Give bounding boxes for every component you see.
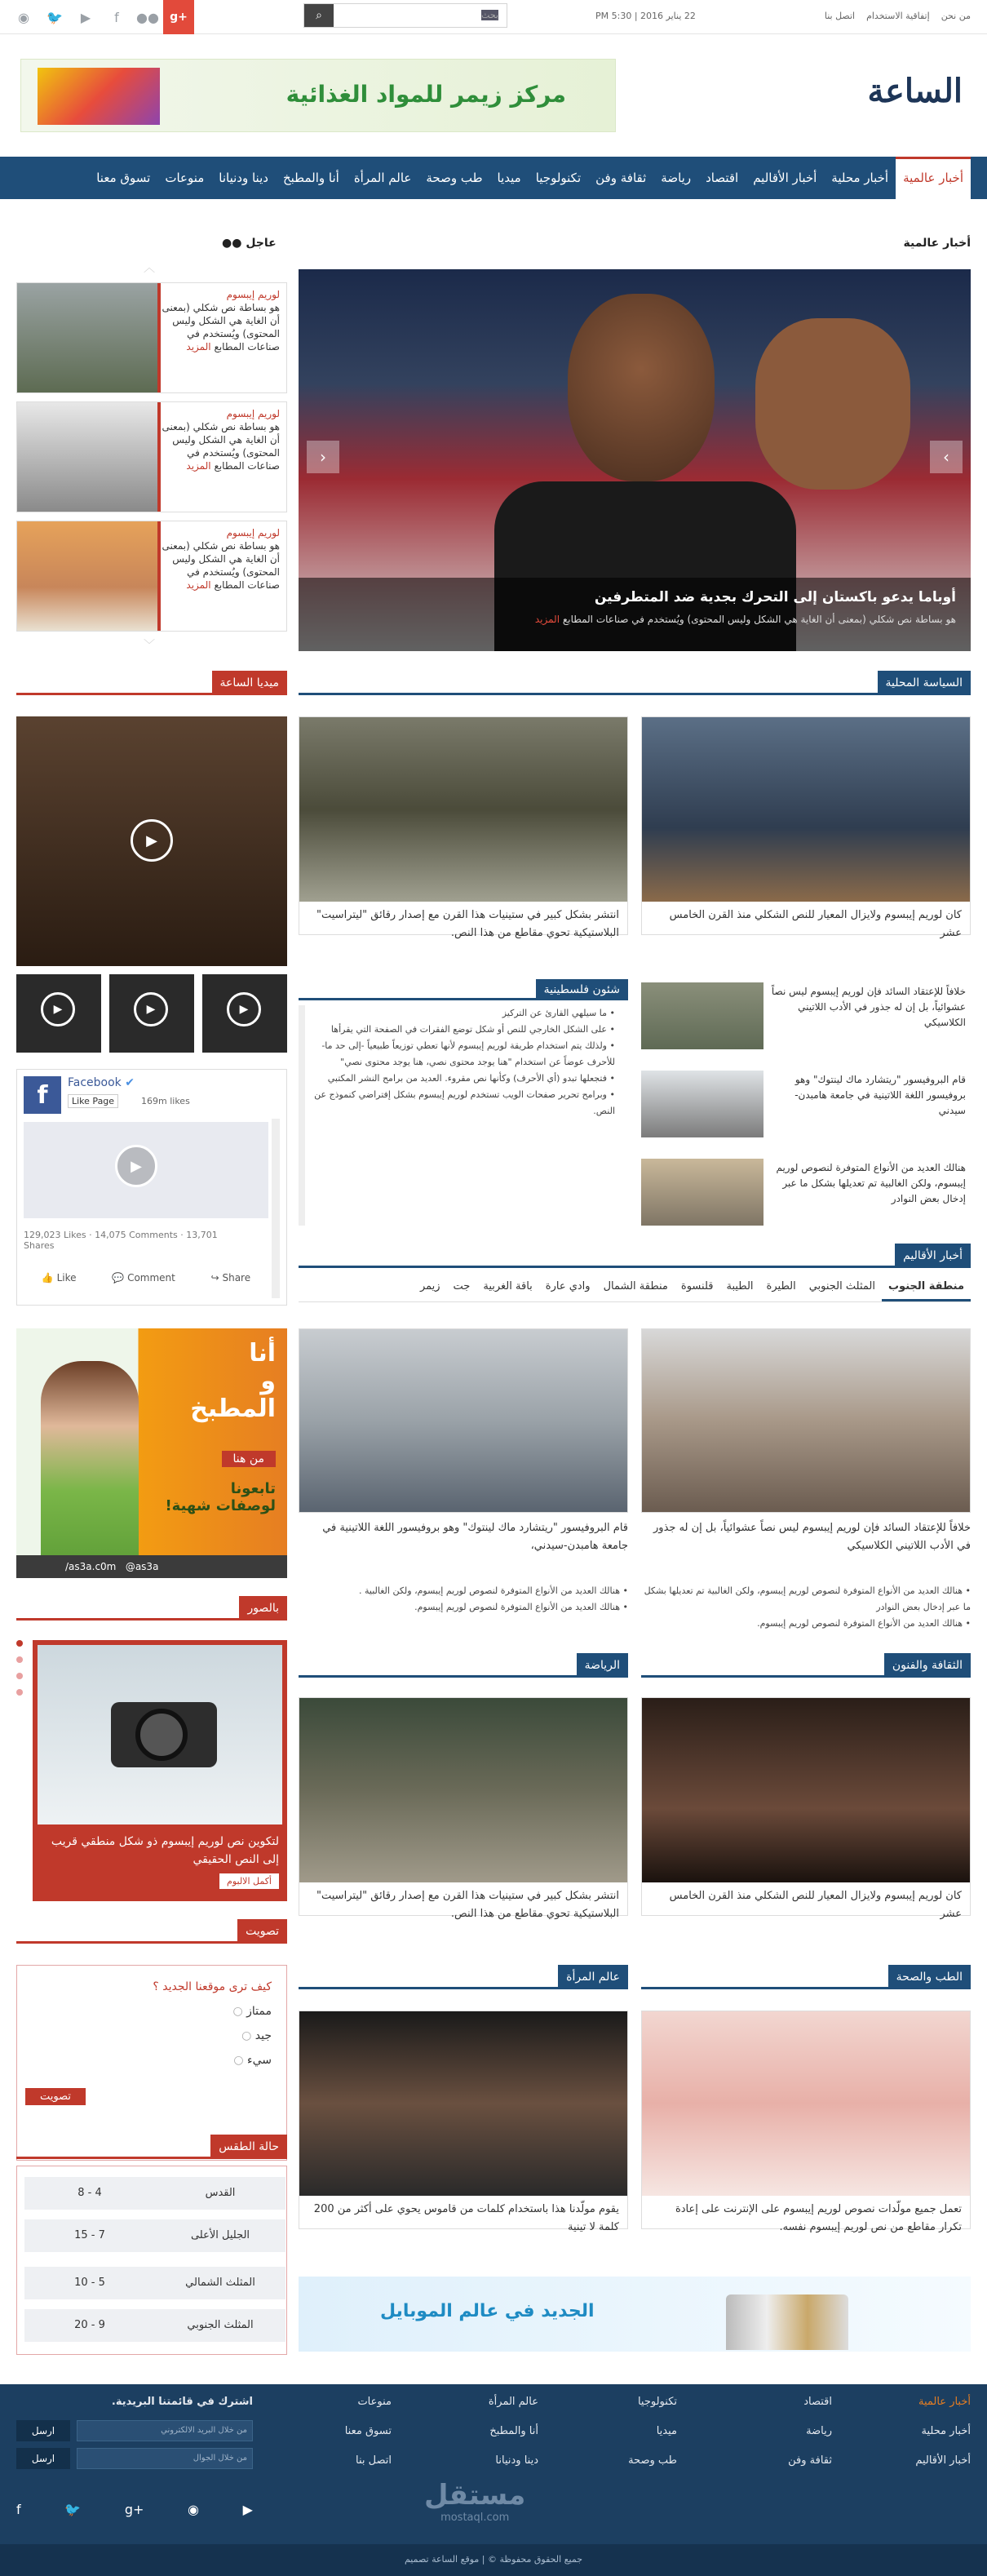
- poll-submit-button[interactable]: تصويت: [25, 2088, 86, 2105]
- newsletter-email-input[interactable]: من خلال البريد الالكتروني: [77, 2420, 253, 2441]
- kitchen-social: [16, 1555, 287, 1578]
- nav-tech[interactable]: تكنولوجيا: [535, 171, 582, 185]
- footer-link[interactable]: تكنولوجيا: [637, 2396, 677, 2408]
- gallery-dot[interactable]: [16, 1640, 23, 1647]
- footer-link[interactable]: أخبار عالمية: [918, 2396, 971, 2408]
- hero-summary: هو بساطة نص شكلي (بمعنى أن الغاية هي الشكل وليس المحتوى) ويُستخدم في صناعات المطابع المزيد: [534, 614, 956, 625]
- weather-temp: 4 - 8: [24, 2177, 155, 2210]
- rss-icon[interactable]: ◉: [188, 2502, 200, 2517]
- footer-link[interactable]: اقتصاد: [803, 2396, 832, 2408]
- politics-card[interactable]: [641, 716, 971, 939]
- gallery-more-button[interactable]: أكمل الالبوم: [219, 1873, 279, 1889]
- chevron-up-icon[interactable]: ︿: [144, 262, 155, 275]
- nav-sports[interactable]: رياضة: [661, 171, 692, 185]
- politics-small-text: خلافاً للإعتقاد السائد فإن لوريم إيبسوم ليس نصاً عشوائياً، بل إن له جذور في الأدب اللاتيني الكلاسيكي: [771, 986, 966, 1028]
- tab-south-triangle[interactable]: المثلث الجنوبي: [808, 1280, 875, 1292]
- date-time: 22 يناير 2016 | 5:30 PM: [595, 11, 696, 21]
- weather-temp: 5 - 10: [24, 2267, 155, 2299]
- regions-card[interactable]: [299, 1328, 628, 1513]
- politics-small-image: [641, 982, 763, 1049]
- poll-option[interactable]: ممتاز ○: [17, 2005, 272, 2018]
- hero-caption: [299, 578, 971, 651]
- search-icon: ⌕: [316, 9, 322, 22]
- regions-bullets: [641, 1583, 971, 1632]
- culture-caption: كان لوريم إيبسوم ولايزال المعيار للنص الشكلي منذ القرن الخامس عشر: [669, 1890, 962, 1920]
- facebook-icon[interactable]: f: [114, 9, 119, 25]
- palestine-header: شئون فلسطينية: [299, 979, 628, 1000]
- google-plus-icon[interactable]: g+: [163, 0, 194, 34]
- gallery-dot[interactable]: [16, 1689, 23, 1696]
- health-caption: تعمل جميع مولّدات نصوص لوريم إيبسوم على الإنترنت على إعادة تكرار مقاطع من نص لوريم إيبسوم نفسه.: [675, 2203, 962, 2233]
- facebook-widget: [16, 1069, 287, 1306]
- tab-wadi-ara[interactable]: وادي عارة: [545, 1280, 591, 1292]
- weather-city: المثلث الشمالي: [155, 2267, 285, 2299]
- youtube-icon[interactable]: ▶: [80, 9, 91, 25]
- fb-like-page-button[interactable]: Like Page: [68, 1094, 118, 1108]
- fb-actions: [24, 1272, 268, 1284]
- twitter-icon[interactable]: 🐦: [46, 9, 63, 25]
- video-thumb[interactable]: [16, 974, 101, 1053]
- fb-stats: 129,023 Likes · 14,075 Comments · 13,701 Shares: [24, 1230, 218, 1251]
- palestine-item[interactable]: • على الشكل الخارجي للنص أو شكل توضع الفقرات في الصفحة التي يقرأها: [305, 1022, 615, 1038]
- google-plus-icon[interactable]: g+: [124, 2502, 144, 2517]
- palestine-item[interactable]: • وبرامح تحرير صفحات الويب تستخدم لوريم إيبسوم بشكل إفتراضي كنموذج عن النص.: [305, 1087, 615, 1120]
- newsletter-mobile-send[interactable]: ارسل: [16, 2448, 70, 2469]
- social-links: [8, 0, 194, 34]
- fb-page-name[interactable]: Facebook ✔: [68, 1076, 135, 1089]
- tab-taybeh[interactable]: الطيبة: [726, 1280, 754, 1292]
- flickr-icon[interactable]: ●●: [136, 9, 159, 25]
- nav-media[interactable]: ميديا: [497, 171, 521, 185]
- weather-header: حالة الطقس: [16, 2135, 287, 2159]
- palestine-item[interactable]: • فتجعلها تبدو (أي الأحرف) وكأنها نص مقروء. العديد من برامح النشر المكتبي: [305, 1071, 615, 1087]
- poll-box: [16, 1965, 287, 2161]
- nav-kitchen[interactable]: أنا والمطبخ: [282, 171, 339, 185]
- nav-world[interactable]: أخبار عالمية: [896, 157, 971, 199]
- breaking-text: لوريم إيبسوم هو بساطة نص شكلي (بمعنى أن الغاية هي الشكل وليس المحتوى) ويُستخدم في صناعات المطابع المزيد: [162, 289, 280, 352]
- poll-option[interactable]: سيء ○: [17, 2054, 272, 2067]
- nav-misc[interactable]: منوعات: [165, 171, 205, 185]
- regions-bullet[interactable]: • هنالك العديد من الأنواع المتوفرة لنصوص لوريم إيبسوم، ولكن الغالبية تم تعديلها بشكل ما عبر إدخال بعض النوادر: [641, 1583, 971, 1616]
- breaking-image: [17, 283, 157, 392]
- tab-jatt[interactable]: جت: [453, 1280, 471, 1292]
- regions-caption[interactable]: خلافاً للإعتقاد السائد فإن لوريم إيبسوم ليس نصاً عشوائياً، بل إن له جذور في الأدب اللاتيني الكلاسيكي: [653, 1522, 971, 1552]
- gallery-dots: [16, 1640, 23, 1705]
- women-header: عالم المرأة: [299, 1965, 628, 1989]
- footer: [0, 2384, 987, 2576]
- footer-link[interactable]: دينا ودنيانا: [495, 2454, 538, 2467]
- slider-next-arrow[interactable]: [930, 441, 963, 473]
- fb-scrollbar[interactable]: [272, 1119, 280, 1298]
- politics-image: [299, 717, 627, 902]
- politics-card[interactable]: [299, 716, 628, 939]
- footer-social: [16, 2502, 253, 2517]
- chevron-down-icon[interactable]: ﹀: [144, 639, 155, 652]
- breaking-text: لوريم إيبسوم هو بساطة نص شكلي (بمعنى أن الغاية هي الشكل وليس المحتوى) ويُستخدم في صناعات المطابع المزيد: [162, 408, 280, 472]
- weather-temp: 7 - 15: [24, 2219, 155, 2252]
- hero-more-link[interactable]: المزيد: [534, 614, 560, 625]
- regions-bullet[interactable]: • هنالك العديد من الأنواع المتوفرة لنصوص لوريم إيبسوم.: [641, 1616, 971, 1632]
- poll-question: كيف ترى موقعنا الجديد ؟: [153, 1980, 272, 1993]
- politics-header: السياسة المحلية: [299, 671, 971, 695]
- fb-post-image[interactable]: [24, 1122, 268, 1218]
- breaking-more[interactable]: المزيد: [186, 460, 211, 472]
- fb-likes-count: 169m likes: [141, 1096, 190, 1106]
- regions-tabs: [299, 1275, 971, 1302]
- culture-image: [642, 1698, 970, 1882]
- women-caption: يقوم مولّدنا هذا باستخدام كلمات من قاموس يحوي على أكثر من 200 كلمة لا تينية: [313, 2203, 619, 2233]
- politics-small-image: [641, 1071, 763, 1137]
- mobile-ad-text: الجديد في عالم الموبايل: [380, 2301, 595, 2321]
- gallery-dot[interactable]: [16, 1673, 23, 1679]
- facebook-logo-icon: f: [24, 1076, 61, 1114]
- weather-city: الجليل الأعلى: [155, 2219, 285, 2252]
- camera-lens: [135, 1709, 188, 1761]
- sports-image: [299, 1698, 627, 1882]
- sports-header: الرياضة: [299, 1653, 628, 1678]
- weather-city: القدس: [155, 2177, 285, 2210]
- chevron-right-icon: ›: [943, 447, 949, 467]
- palestine-item[interactable]: • ولذلك يتم استخدام طريقة لوريم إيبسوم لأنها تعطي توزيعاً طبيعياً -إلى حد ما- للأحرف عوضاً عن استخدام "هنا يوجد محتوى نصي، هنا يوجد محتوى نصي": [305, 1038, 615, 1071]
- tab-south[interactable]: منطقة الجنوب: [882, 1275, 971, 1301]
- breaking-image: [17, 521, 157, 631]
- footer-link[interactable]: عالم المرأة: [488, 2396, 538, 2408]
- top-link-about[interactable]: من نحن: [941, 11, 971, 21]
- mostaql-watermark: مستقل mostaql.com: [424, 2479, 526, 2524]
- nav-shopping[interactable]: تسوق معنا: [96, 171, 151, 185]
- shopping-bags-image: [38, 68, 160, 125]
- phones-image: [726, 2294, 848, 2350]
- footer-link[interactable]: تسوق معنا: [344, 2425, 392, 2437]
- world-section-title: أخبار عالمية: [903, 237, 971, 250]
- newsletter-mobile-input[interactable]: من خلال الجوال: [77, 2448, 253, 2469]
- breaking-item[interactable]: [16, 521, 287, 632]
- hero-hand-image: [755, 318, 910, 490]
- gallery-header: بالصور: [16, 1596, 287, 1621]
- play-icon[interactable]: ▶: [131, 819, 173, 862]
- women-card[interactable]: [299, 2011, 628, 2233]
- share-icon: ↪: [210, 1272, 223, 1284]
- regions-card[interactable]: [641, 1328, 971, 1513]
- site-logo[interactable]: الساعة: [867, 72, 963, 110]
- poll-header: تصويت: [16, 1919, 287, 1944]
- top-links: [825, 11, 971, 21]
- nav-culture[interactable]: ثقافة وفن: [595, 171, 647, 185]
- culture-header: الثقافة والفنون: [641, 1653, 971, 1678]
- top-link-terms[interactable]: إتفاقية الاستخدام: [866, 11, 930, 21]
- politics-caption: انتشر بشكل كبير في ستينيات هذا القرن مع إصدار رقائق "ليتراسيت" البلاستيكية تحوي مقاطع من هذا النص.: [316, 909, 619, 939]
- breaking-image: [17, 402, 157, 512]
- facebook-icon[interactable]: f: [16, 2502, 21, 2517]
- weather-city: المثلث الجنوبي: [155, 2309, 285, 2342]
- mobile-ad-banner[interactable]: [299, 2277, 971, 2352]
- palestine-list: [305, 1005, 615, 1226]
- tab-tira[interactable]: الطيرة: [766, 1280, 796, 1292]
- footer-link[interactable]: ثقافة وفن: [788, 2454, 832, 2467]
- nav-economy[interactable]: اقتصاد: [706, 171, 739, 185]
- regions-caption[interactable]: قام البروفيسور "ريتشارد ماك لينتوك" وهو بروفيسور اللغة اللاتينية في جامعة هامبدن-سيدني،: [322, 1522, 628, 1552]
- woman-image: [41, 1361, 139, 1578]
- thumbs-up-icon: 👍: [41, 1272, 57, 1284]
- media-header: ميديا الساعة: [16, 671, 287, 695]
- tab-zemer[interactable]: زيمر: [419, 1280, 440, 1292]
- gallery-card[interactable]: [33, 1640, 287, 1901]
- politics-image: [642, 717, 970, 902]
- kitchen-title: أنا و المطبخ: [190, 1339, 276, 1423]
- hero-headline[interactable]: أوباما يدعو باكستان إلى التحرك بجدية ضد المتطرفين: [594, 589, 956, 605]
- tab-baqa[interactable]: باقة الغربية: [483, 1280, 533, 1292]
- footer-link[interactable]: أخبار محلية: [921, 2425, 971, 2437]
- footer-link[interactable]: رياضة: [806, 2425, 832, 2437]
- play-icon[interactable]: ▶: [134, 992, 168, 1026]
- politics-small-text: قام البروفيسور "ريتشارد ماك لينتوك" وهو بروفيسور اللغة اللاتينية في جامعة هامبدن-سيدني: [794, 1074, 966, 1116]
- breaking-text: لوريم إيبسوم هو بساطة نص شكلي (بمعنى أن الغاية هي الشكل وليس المحتوى) ويُستخدم في صناعات المطابع المزيد: [162, 527, 280, 591]
- poll-option[interactable]: جيد ○: [17, 2029, 272, 2042]
- palestine-item[interactable]: • ما سيلهي القارئ عن التركيز: [305, 1005, 615, 1022]
- main-video[interactable]: [16, 716, 287, 966]
- hero-slider[interactable]: [299, 269, 971, 651]
- nav-religion[interactable]: دينا ودنيانا: [219, 171, 268, 185]
- footer-link[interactable]: طب وصحة: [628, 2454, 677, 2467]
- health-image: [642, 2011, 970, 2196]
- copyright: جميع الحقوق محفوظة © | موقع الساعة تصميم: [404, 2554, 583, 2565]
- politics-caption: كان لوريم إيبسوم ولايزال المعيار للنص الشكلي منذ القرن الخامس عشر: [669, 909, 962, 939]
- politics-small-item[interactable]: [641, 1159, 971, 1230]
- breaking-title: عاجل ●●: [222, 237, 277, 250]
- ad-text: مركز زيمر للمواد الغذائية: [285, 81, 566, 108]
- regions-image: [642, 1329, 970, 1512]
- gallery-dot[interactable]: [16, 1656, 23, 1663]
- newsletter-email-send[interactable]: ارسل: [16, 2420, 70, 2441]
- fb-like-button[interactable]: 👍 Like: [41, 1272, 77, 1284]
- breaking-more[interactable]: المزيد: [186, 579, 211, 591]
- gallery-caption: لتكوين نص لوريم إيبسوم ذو شكل منطقي قريب إلى النص الحقيقي: [51, 1835, 279, 1866]
- main-nav: [0, 157, 987, 199]
- breaking-more[interactable]: المزيد: [186, 341, 211, 352]
- kitchen-from-here: من هنا: [222, 1451, 276, 1467]
- footer-link[interactable]: منوعات: [357, 2396, 392, 2408]
- footer-bottom: [0, 2544, 987, 2576]
- slider-prev-arrow[interactable]: [307, 441, 339, 473]
- regions-image: [299, 1329, 627, 1512]
- health-header: الطب والصحة: [641, 1965, 971, 1989]
- video-thumb[interactable]: [202, 974, 287, 1053]
- footer-link[interactable]: أنا والمطبخ: [489, 2425, 538, 2437]
- video-thumb[interactable]: [109, 974, 194, 1053]
- regions-bullets: [299, 1583, 628, 1616]
- search-box: [303, 3, 507, 28]
- breaking-item[interactable]: [16, 282, 287, 393]
- sports-caption: انتشر بشكل كبير في ستينيات هذا القرن مع إصدار رقائق "ليتراسيت" البلاستيكية تحوي مقاطع من هذا النص.: [316, 1890, 619, 1920]
- footer-link[interactable]: أخبار الأقاليم: [915, 2454, 971, 2467]
- fb-handle[interactable]: /as3a.c0m: [65, 1561, 117, 1572]
- youtube-icon[interactable]: ▶: [242, 2502, 253, 2517]
- politics-small-image: [641, 1159, 763, 1226]
- regions-bullet[interactable]: • هنالك العديد من الأنواع المتوفرة لنصوص لوريم إيبسوم، ولكن الغالبية .: [299, 1583, 628, 1599]
- regions-header: أخبار الأقاليم: [299, 1244, 971, 1268]
- women-image: [299, 2011, 627, 2196]
- palestine-scrollbar[interactable]: [299, 1005, 305, 1226]
- fb-share-button[interactable]: ↪ Share: [210, 1272, 251, 1284]
- kitchen-ad[interactable]: [16, 1328, 287, 1578]
- sports-card[interactable]: [299, 1697, 628, 1920]
- health-card[interactable]: [641, 2011, 971, 2233]
- search-button[interactable]: [304, 4, 334, 27]
- top-link-contact[interactable]: اتصل بنا: [824, 11, 856, 21]
- tab-north[interactable]: منطقة الشمال: [603, 1280, 668, 1292]
- culture-card[interactable]: [641, 1697, 971, 1920]
- kitchen-follow: تابعونا لوصفات شهية!: [165, 1480, 276, 1514]
- header-ad-banner[interactable]: [20, 59, 616, 132]
- regions-bullet[interactable]: • هنالك العديد من الأنواع المتوفرة لنصوص لوريم إيبسوم.: [299, 1599, 628, 1616]
- nav-health[interactable]: طب وصحة: [426, 171, 483, 185]
- weather-temp: 9 - 20: [24, 2309, 155, 2342]
- play-icon[interactable]: ▶: [41, 992, 75, 1026]
- top-bar: [0, 0, 987, 34]
- politics-small-item[interactable]: [641, 982, 971, 1054]
- newsletter-title: اشترك في قائمتنا البريدية.: [111, 2396, 253, 2408]
- comment-icon: 💬: [112, 1272, 128, 1284]
- play-icon[interactable]: ▶: [227, 992, 261, 1026]
- search-input[interactable]: بحث: [481, 10, 498, 20]
- footer-link[interactable]: ميديا: [656, 2425, 677, 2437]
- nav-local[interactable]: أخبار محلية: [831, 171, 889, 185]
- hero-face-image: [568, 294, 715, 481]
- fb-comment-button[interactable]: 💬 Comment: [112, 1272, 175, 1284]
- breaking-item[interactable]: [16, 401, 287, 512]
- tw-handle[interactable]: @as3a: [125, 1561, 159, 1572]
- footer-link[interactable]: اتصل بنا: [356, 2454, 392, 2467]
- nav-regions[interactable]: أخبار الأقاليم: [753, 171, 817, 185]
- tab-qalansawe[interactable]: قلنسوة: [680, 1280, 714, 1292]
- chevron-left-icon: ‹: [320, 447, 326, 467]
- rss-icon[interactable]: ◉: [18, 9, 29, 25]
- politics-small-text: هنالك العديد من الأنواع المتوفرة لنصوص لوريم إيبسوم، ولكن الغالبية تم تعديلها بشكل ما عبر إدخال بعض النوادر: [776, 1162, 966, 1204]
- politics-small-item[interactable]: [641, 1071, 971, 1142]
- play-icon[interactable]: ▶: [115, 1145, 157, 1187]
- twitter-icon[interactable]: 🐦: [64, 2502, 82, 2517]
- nav-women[interactable]: عالم المرأة: [353, 171, 412, 185]
- camera-image: [38, 1645, 282, 1824]
